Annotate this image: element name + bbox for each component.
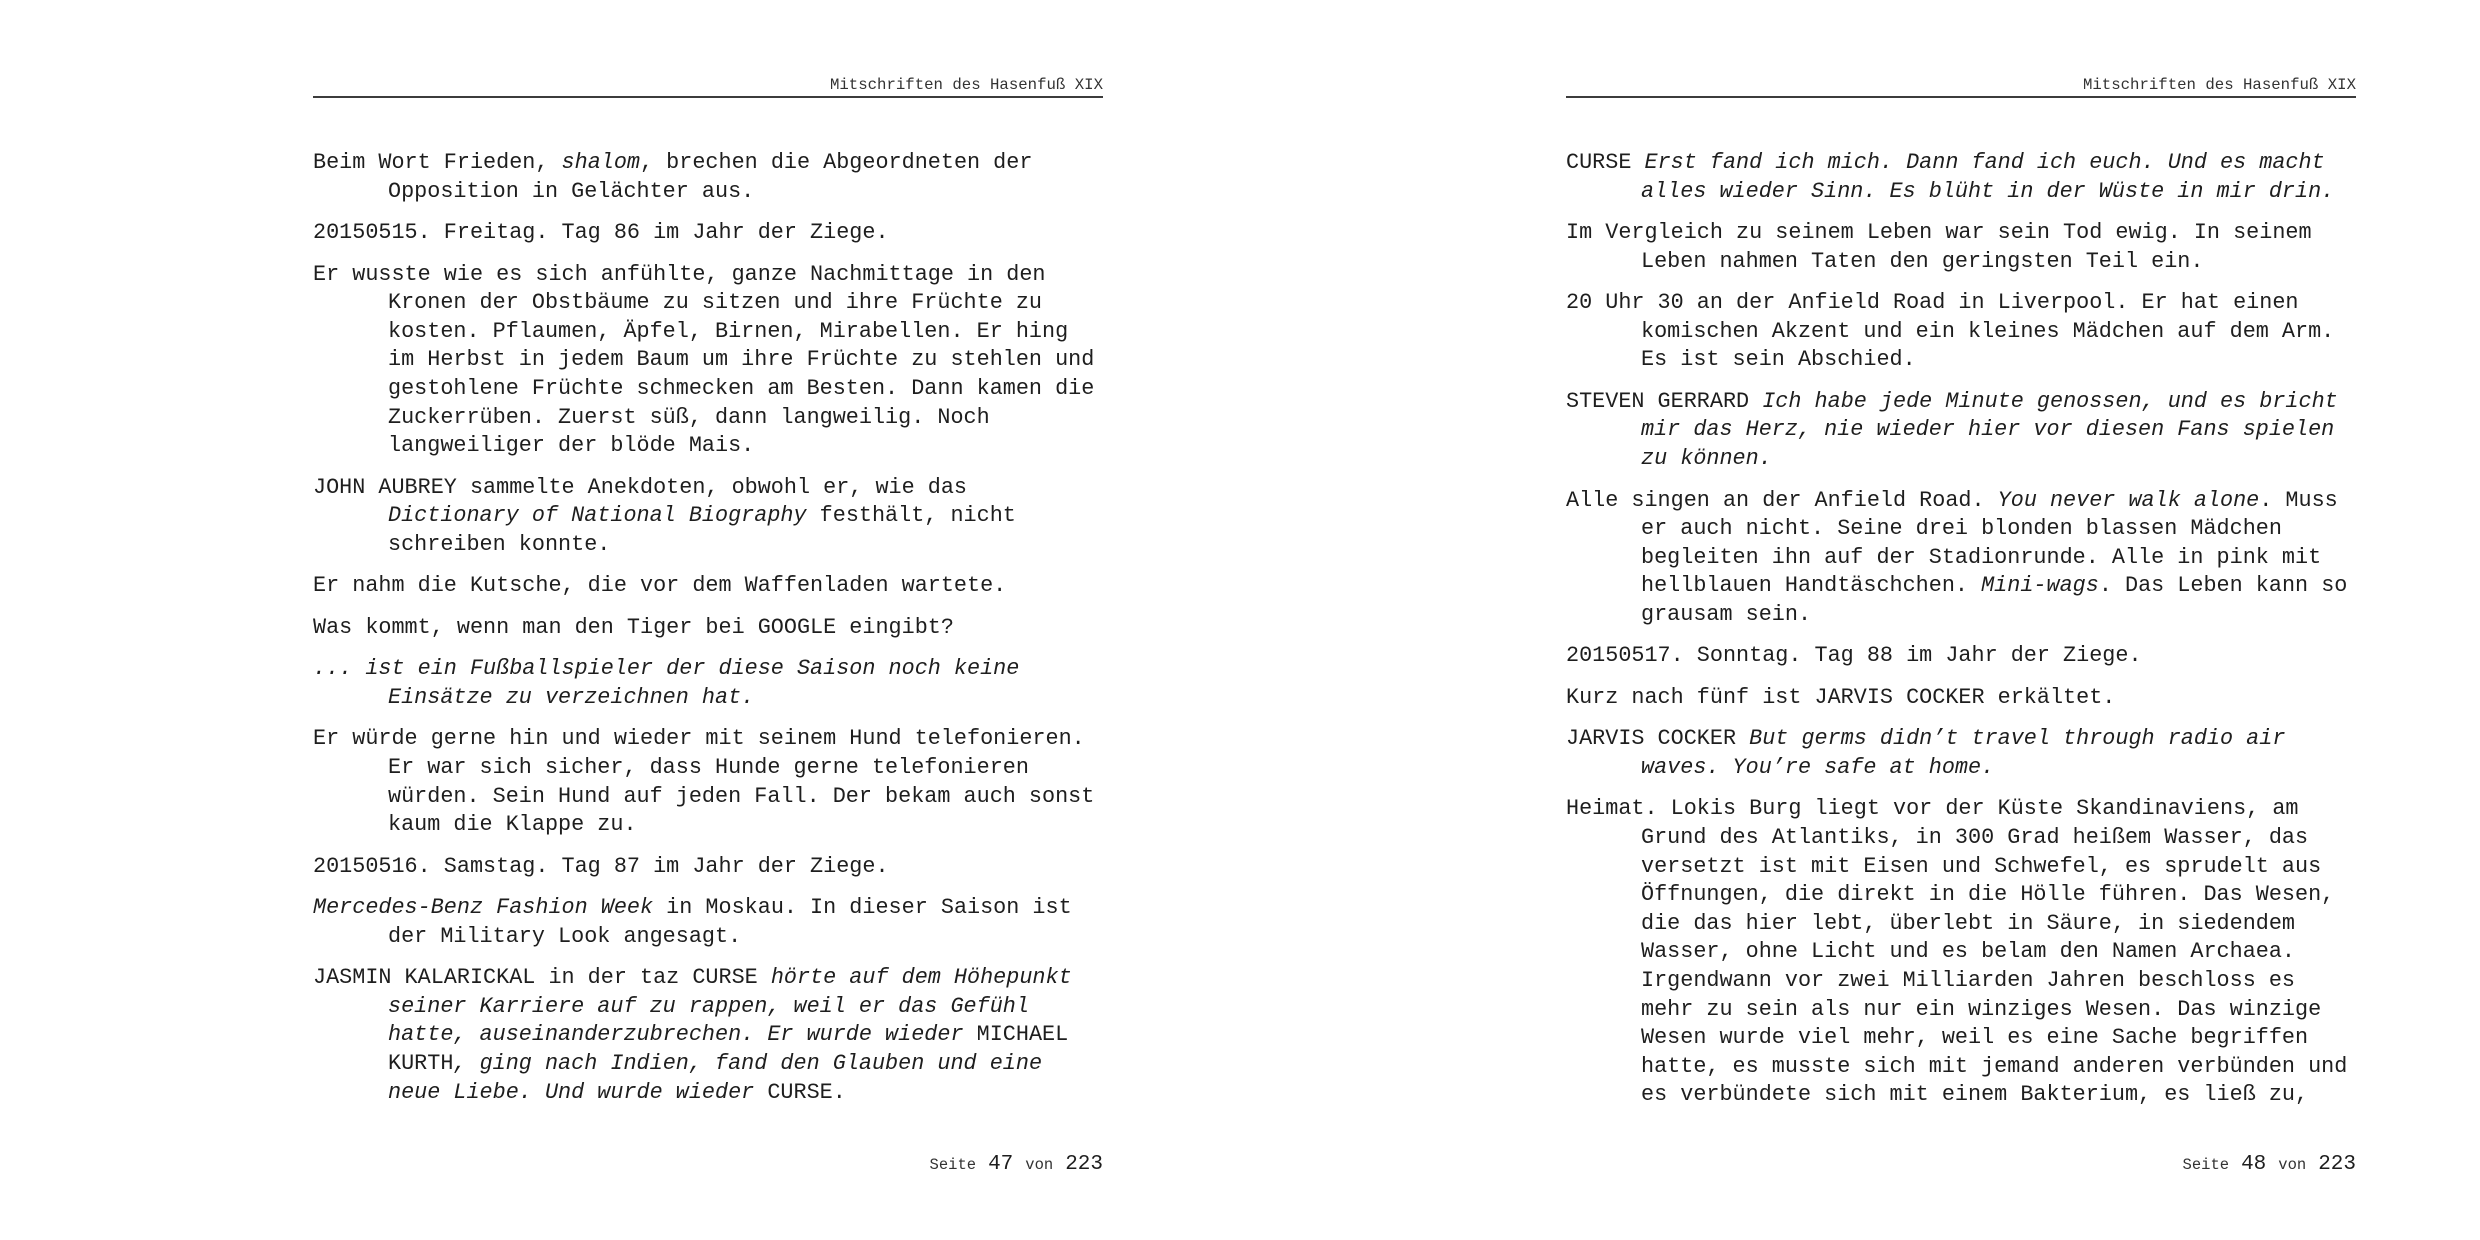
page-of-label: von [2278,1156,2307,1174]
text-run: Irgendwann vor zwei Milliarden Jahren beschloss es [1641,967,2296,993]
running-header: Mitschriften des Hasenfuß XIX [2082,76,2356,94]
paragraph [313,474,1103,560]
paragraph-first-line [1566,388,2356,417]
paragraph-first-line [1566,795,2356,824]
text-run: kosten. Pflaumen, Äpfel, Birnen, Mirabellen. Er hing [388,318,1069,344]
paragraph [313,572,1103,601]
text-run: Alle singen an der Anfield Road. [1566,487,1998,513]
italic-text-run: waves. You’re safe at home. [1641,754,1995,780]
paragraph-continuation-line [1566,572,2356,601]
paragraph-first-line [313,149,1103,178]
text-run: Heimat. Lokis Burg liegt vor der Küste Skandinaviens, am [1566,796,2299,822]
paragraph-first-line [313,655,1103,684]
text-run: begleiten ihn auf der Stadionrunde. Alle in pink mit [1641,544,2322,570]
text-run: Er war sich sicher, dass Hunde gerne telefonieren [388,754,1029,780]
running-header: Mitschriften des Hasenfuß XIX [829,76,1103,94]
header-rule [1566,96,2356,98]
text-run: 20150517. Sonntag. Tag 88 im Jahr der Ziege. [1566,643,2142,669]
italic-text-run: seiner Karriere auf zu rappen, weil er das Gefühl [388,993,1029,1019]
paragraph-first-line [1566,725,2356,754]
paragraph-continuation-line [313,811,1103,840]
text-run: , brechen die Abgeordneten der [640,150,1033,175]
text-run: . Muss [2259,487,2338,513]
paragraph-continuation-line [313,1021,1103,1050]
paragraph-continuation-line [1566,416,2356,445]
text-run: Er würde gerne hin und wieder mit seinem Hund telefonieren. [313,726,1085,752]
paragraph-first-line [313,572,1103,601]
paragraph-continuation-line [1566,248,2356,277]
paragraph [313,149,1103,206]
paragraph-first-line [1566,289,2356,318]
paragraph-first-line [1566,684,2356,713]
paragraph [1566,149,2356,206]
text-run: JASMIN KALARICKAL in der taz CURSE [313,965,771,991]
text-run: Grund des Atlantiks, in 300 Grad heißem Wasser, das [1641,825,2309,850]
header-rule [313,96,1103,98]
italic-text-run: shalom [561,150,641,175]
text-run: hatte, es musste sich mit jemand anderen verbünden und [1641,1053,2348,1079]
text-run: Kronen der Obstbäume zu sitzen und ihre Früchte zu [388,290,1043,316]
paragraph-continuation-line [1566,346,2356,375]
text-run: 20150516. Samstag. Tag 87 im Jahr der Ziege. [313,853,889,879]
paragraph-continuation-line [1566,1024,2356,1053]
paragraph [1566,795,2356,1110]
text-run: Er nahm die Kutsche, die vor dem Waffenladen wartete. [313,573,1007,599]
text-run: Kurz nach fünf ist JARVIS COCKER erkältet. [1566,684,2116,710]
italic-text-run: hörte auf dem Höhepunkt [770,965,1072,991]
text-run: Opposition in Gelächter aus. [388,178,755,204]
text-run: 20 Uhr 30 an der Anfield Road in Liverpool. Er hat einen [1566,290,2299,316]
italic-text-run: alles wieder Sinn. Es blüht in der Wüste in mir drin. [1641,178,2335,204]
paragraph [1566,684,2356,713]
paragraph-continuation-line [313,993,1103,1022]
paragraph-continuation-line [1566,967,2356,996]
text-run: schreiben konnte. [388,531,611,557]
paragraph-continuation-line [1566,1053,2356,1082]
paragraph-first-line [313,261,1103,290]
text-run: Es ist sein Abschied. [1641,347,1916,373]
paragraph-continuation-line [313,375,1103,404]
text-run: Wesen wurde viel mehr, weil es eine Sache begriffen [1641,1025,2309,1051]
paragraph [313,894,1103,951]
paragraph-first-line [1566,219,2356,248]
paragraph-continuation-line [313,783,1103,812]
text-run: 20150515. Freitag. Tag 86 im Jahr der Ziege. [313,220,889,246]
paragraph-continuation-line [1566,178,2356,207]
paragraph-continuation-line [1566,515,2356,544]
text-run: grausam sein. [1641,601,1812,627]
text-run: in Moskau. In dieser Saison ist [653,895,1072,921]
paragraph [1566,487,2356,630]
italic-text-run: Erst fand ich mich. Dann fand ich euch. Und es macht [1644,150,2325,175]
paragraph-continuation-line [1566,445,2356,474]
text-run: MICHAEL [976,1022,1069,1048]
italic-text-run: Einsätze zu verzeichnen hat. [388,684,755,710]
italic-text-run: Mercedes-Benz Fashion Week [313,895,654,921]
paragraph-first-line [313,894,1103,923]
text-run: Zuckerrüben. Zuerst süß, dann langweilig. Noch [388,404,990,430]
text-run: Er wusste wie es sich anfühlte, ganze Nachmittage in den [313,261,1046,287]
paragraph [1566,219,2356,276]
text-run: versetzt ist mit Eisen und Schwefel, es sprudelt aus [1641,853,2322,879]
paragraph-continuation-line [313,318,1103,347]
text-run: CURSE [1566,150,1645,175]
italic-text-run: zu können. [1641,446,1772,472]
paragraph-first-line [313,219,1103,248]
paragraph-first-line [1566,642,2356,671]
page-total: 223 [1065,1153,1103,1176]
text-run: langweiliger der blöde Mais. [388,433,755,459]
paragraph-continuation-line [313,531,1103,560]
text-run: im Herbst in jedem Baum um ihre Früchte zu stehlen und [388,347,1095,373]
paragraph-continuation-line [313,178,1103,207]
page-right [1566,0,2356,1240]
paragraph [313,614,1103,643]
paragraph-continuation-line [1566,938,2356,967]
page-total: 223 [2318,1153,2356,1176]
paragraph [1566,642,2356,671]
page-of-label: von [1025,1156,1054,1174]
paragraph [313,964,1103,1107]
page-number: 47 [988,1153,1014,1176]
text-run: Im Vergleich zu seinem Leben war sein Tod ewig. In seinem [1566,220,2312,246]
paragraph-continuation-line [313,754,1103,783]
paragraph-first-line [313,853,1103,882]
paragraph-continuation-line [313,289,1103,318]
italic-text-run: ... ist ein Fußballspieler der diese Saison noch keine [313,656,1020,682]
text-run: Leben nahmen Taten den geringsten Teil ein. [1641,248,2204,274]
paragraph-continuation-line [1566,996,2356,1025]
paragraph-first-line [313,725,1103,754]
italic-text-run: Mini-wags [1981,573,2099,599]
text-run: Wasser, ohne Licht und es belam den Namen Archaea. [1641,939,2296,965]
text-run: mehr zu sein als nur ein winziges Wesen. Das winzige [1641,996,2322,1022]
text-run: KURTH [388,1050,454,1076]
paragraph [1566,388,2356,474]
paragraph [313,261,1103,461]
text-run: komischen Akzent und ein kleines Mädchen auf dem Arm. [1641,318,2335,344]
italic-text-run: Dictionary of National Biography [388,503,807,529]
italic-text-run: But germs didn’t travel through radio air [1749,726,2286,752]
paragraph [1566,725,2356,782]
paragraph [313,853,1103,882]
paragraph-continuation-line [1566,601,2356,630]
italic-text-run: neue Liebe. Und wurde wieder [388,1079,768,1105]
page-left [313,0,1103,1240]
paragraph-continuation-line [1566,853,2356,882]
text-run: Öffnungen, die direkt in die Hölle führen. Das Wesen, [1641,882,2335,908]
text-run: . Das Leben kann so [2098,573,2348,599]
paragraph-continuation-line [313,1050,1103,1079]
paragraph-continuation-line [313,404,1103,433]
paragraph-continuation-line [1566,910,2356,939]
paragraph-continuation-line [313,502,1103,531]
text-run: CURSE. [767,1079,846,1105]
page-label: Seite [929,1156,977,1174]
italic-text-run: hatte, auseinanderzubrechen. Er wurde wieder [388,1022,977,1048]
text-run: kaum die Klappe zu. [388,812,637,838]
text-run: STEVEN GERRARD [1566,388,1763,414]
paragraph-continuation-line [1566,754,2356,783]
paragraph [313,219,1103,248]
text-run: JARVIS COCKER [1566,726,1750,752]
paragraph-first-line [313,474,1103,503]
italic-text-run: , ging nach Indien, fand den Glauben und eine [453,1050,1043,1076]
paragraph-first-line [1566,149,2356,178]
text-run: Beim Wort Frieden, [313,150,562,175]
text-run: Was kommt, wenn man den Tiger bei GOOGLE eingibt? [313,614,954,640]
paragraph [1566,289,2356,375]
paragraph-first-line [313,964,1103,993]
paragraph-continuation-line [313,432,1103,461]
paragraph-continuation-line [1566,544,2356,573]
text-run: würden. Sein Hund auf jeden Fall. Der bekam auch sonst [388,783,1095,809]
paragraph-continuation-line [1566,1081,2356,1110]
text-run: gestohlene Früchte schmecken am Besten. Dann kamen die [388,375,1095,401]
page-body [1566,149,2356,1123]
page-number: 48 [2241,1153,2267,1176]
text-run: JOHN AUBREY sammelte Anekdoten, obwohl er, wie das [313,474,968,500]
paragraph-first-line [313,614,1103,643]
paragraph-continuation-line [313,923,1103,952]
paragraph-continuation-line [313,684,1103,713]
paragraph-continuation-line [313,1079,1103,1108]
paragraph [313,655,1103,712]
text-run: es verbündete sich mit einem Bakterium, es ließ zu, [1641,1082,2309,1108]
paragraph-first-line [1566,487,2356,516]
paragraph-continuation-line [1566,824,2356,853]
paragraph [313,725,1103,839]
page-footer [930,1150,1103,1180]
page-body [313,149,1103,1120]
text-run: er auch nicht. Seine drei blonden blassen Mädchen [1641,516,2282,542]
italic-text-run: Ich habe jede Minute genossen, und es bricht [1762,388,2338,414]
paragraph-continuation-line [313,346,1103,375]
page-footer [2183,1150,2356,1180]
italic-text-run: You never walk alone [1997,487,2260,513]
paragraph-continuation-line [1566,881,2356,910]
paragraph-continuation-line [1566,318,2356,347]
italic-text-run: mir das Herz, nie wieder hier vor diesen Fans spielen [1641,417,2335,443]
text-run: der Military Look angesagt. [388,923,742,949]
text-run: die das hier lebt, überlebt in Säure, in siedendem [1641,910,2296,936]
text-run: festhält, nicht [806,503,1016,529]
page-label: Seite [2182,1156,2230,1174]
text-run: hellblauen Handtäschchen. [1641,573,1982,599]
